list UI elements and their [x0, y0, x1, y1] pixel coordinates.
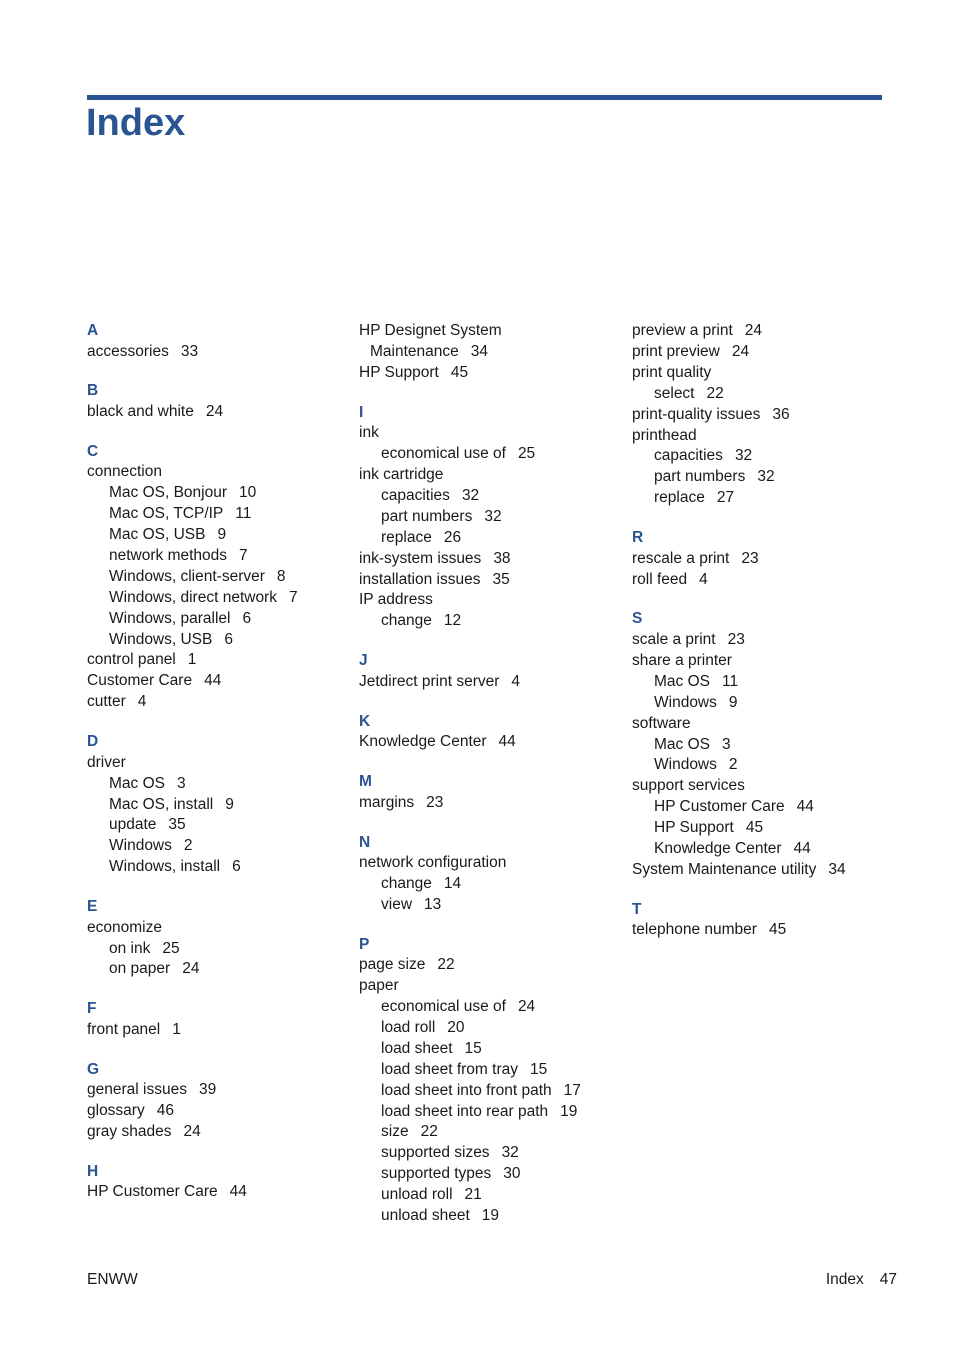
index-group [87, 321, 347, 362]
index-page-number: 46 [156, 1102, 174, 1120]
index-term: support services [632, 777, 745, 795]
index-entry [632, 735, 932, 756]
index-entry [359, 1206, 619, 1227]
index-entry [632, 467, 932, 488]
index-page-number: 3 [176, 774, 186, 792]
index-group [87, 999, 347, 1040]
index-term: change [381, 612, 432, 630]
index-entry [87, 774, 347, 795]
index-entry [632, 839, 932, 860]
index-term: economical use of [381, 445, 506, 463]
index-term: Mac OS [109, 774, 165, 792]
index-term: general issues [87, 1081, 187, 1099]
index-entry [632, 776, 932, 797]
index-entry [359, 853, 619, 874]
index-entry [87, 609, 347, 630]
index-entry [359, 1102, 619, 1123]
index-entry [87, 650, 347, 671]
index-group [87, 1162, 347, 1203]
index-entry [87, 588, 347, 609]
index-entry [632, 860, 932, 881]
index-group [87, 1060, 347, 1143]
index-page-number: 3 [721, 735, 731, 753]
index-page-number: 13 [424, 895, 442, 913]
index-entry [359, 997, 619, 1018]
index-entry [87, 918, 347, 939]
index-entry [87, 630, 347, 651]
index-group [87, 897, 347, 980]
index-term: scale a print [632, 630, 716, 648]
index-page-number: 1 [187, 651, 197, 669]
index-term: load sheet from tray [381, 1060, 518, 1078]
index-term: size [381, 1123, 409, 1141]
header-rule [87, 95, 882, 100]
index-entry [87, 815, 347, 836]
index-entry [359, 486, 619, 507]
index-term: black and white [87, 402, 194, 420]
index-entry [87, 483, 347, 504]
index-page-number: 24 [183, 1123, 201, 1141]
index-entry [87, 753, 347, 774]
index-term: replace [381, 528, 432, 546]
index-term: rescale a print [632, 549, 730, 567]
index-term: paper [359, 977, 399, 995]
index-page-number: 44 [796, 798, 814, 816]
index-page-number: 32 [757, 468, 775, 486]
index-entry [359, 1185, 619, 1206]
index-term: telephone number [632, 921, 757, 939]
index-page-number: 21 [464, 1186, 482, 1204]
index-page-number: 44 [229, 1183, 247, 1201]
index-page-number: 35 [168, 816, 186, 834]
index-page-number: 11 [235, 505, 252, 523]
index-page-number: 34 [470, 342, 489, 360]
index-term: Mac OS [654, 735, 710, 753]
index-term: part numbers [381, 507, 473, 525]
index-entry [359, 590, 619, 611]
index-term: network configuration [359, 854, 507, 871]
index-entry [632, 446, 932, 467]
index-term: connection [87, 463, 162, 481]
index-entry [87, 567, 347, 588]
index-letter-heading: A [87, 322, 99, 339]
index-page-number: 14 [443, 874, 462, 892]
index-term: Mac OS, Bonjour [109, 484, 228, 502]
index-column-2 [359, 321, 619, 1246]
index-page-number: 9 [217, 526, 227, 544]
index-entry [87, 692, 347, 713]
index-entry [87, 1182, 347, 1203]
index-entry [632, 818, 932, 839]
index-entry [632, 426, 932, 447]
index-page-number: 19 [481, 1207, 500, 1225]
index-letter-heading: R [632, 529, 644, 547]
index-term: Windows [654, 756, 717, 774]
index-term: Maintenance [370, 342, 459, 360]
index-entry [359, 363, 619, 384]
index-term: Jetdirect print server [359, 672, 500, 690]
index-page-number: 4 [511, 672, 521, 690]
index-term: control panel [87, 651, 176, 669]
index-letter-heading: B [87, 382, 99, 400]
index-term: Windows, USB [109, 630, 213, 648]
index-group [359, 712, 619, 753]
index-page-number: 4 [137, 693, 147, 711]
index-entry [87, 342, 347, 363]
index-group [359, 833, 619, 916]
index-page-number: 11 [721, 672, 739, 690]
index-page-number: 9 [728, 693, 738, 711]
index-page-number: 4 [699, 570, 708, 588]
index-term: Windows, direct network [109, 588, 277, 606]
index-term: Knowledge Center [359, 733, 487, 751]
index-page-number: 20 [447, 1018, 465, 1036]
index-page-number: 44 [498, 733, 516, 751]
index-term: economical use of [381, 998, 506, 1016]
index-term: HP Customer Care [87, 1183, 218, 1201]
index-entry [632, 570, 932, 591]
index-term: ink cartridge [359, 466, 444, 484]
index-term: preview a print [632, 322, 733, 339]
index-entry [359, 465, 619, 486]
index-term: roll feed [632, 570, 688, 588]
index-entry [87, 1080, 347, 1101]
index-letter-heading: K [359, 712, 371, 730]
index-page-number: 36 [772, 405, 790, 423]
index-page-number: 22 [420, 1123, 438, 1141]
index-page-number: 6 [224, 630, 233, 648]
index-page-number: 45 [745, 819, 764, 837]
index-entry [359, 895, 619, 916]
index-term: supported sizes [381, 1144, 490, 1162]
index-entry [87, 857, 347, 878]
index-page-number: 44 [793, 840, 811, 858]
index-entry [87, 402, 347, 423]
index-page-number: 33 [180, 342, 199, 360]
index-group [87, 381, 347, 422]
index-term: software [632, 714, 691, 732]
index-term: Windows [654, 693, 717, 711]
index-page-number: 10 [239, 484, 257, 502]
index-term: change [381, 874, 432, 892]
index-page-number: 26 [443, 528, 462, 546]
index-page-number: 25 [517, 445, 536, 463]
index-term: IP address [359, 591, 433, 609]
index-entry [359, 549, 619, 570]
index-page-number: 9 [225, 795, 234, 813]
index-group [632, 609, 932, 880]
index-entry [359, 874, 619, 895]
index-letter-heading: M [359, 773, 372, 791]
index-entry [632, 755, 932, 776]
index-page-number: 15 [529, 1060, 548, 1078]
index-term: unload roll [381, 1186, 453, 1204]
index-term: driver [87, 753, 126, 771]
index-term: economize [87, 918, 162, 936]
index-page-number: 30 [503, 1165, 521, 1183]
index-page-number: 22 [437, 956, 455, 974]
index-page-number: 12 [443, 612, 462, 630]
index-page-number: 17 [563, 1081, 581, 1099]
footer-section-name: Index [825, 1271, 864, 1288]
index-entry [359, 976, 619, 997]
index-entry [87, 836, 347, 857]
index-page-number: 15 [464, 1039, 482, 1057]
index-term: on ink [109, 939, 151, 957]
index-term: Mac OS, USB [109, 526, 206, 544]
index-entry [87, 939, 347, 960]
index-page-number: 32 [501, 1144, 519, 1162]
index-entry [359, 342, 619, 363]
index-group [359, 403, 619, 633]
index-entry [359, 507, 619, 528]
index-page-number: 38 [493, 549, 511, 567]
index-group [87, 732, 347, 878]
index-term: Windows, client-server [109, 567, 265, 585]
index-entry [359, 1081, 619, 1102]
index-group [359, 772, 619, 813]
footer-page-label [826, 1270, 897, 1290]
index-term: print quality [632, 363, 712, 381]
index-term: on paper [109, 960, 171, 978]
index-entry [87, 959, 347, 980]
index-letter-heading: F [87, 1000, 97, 1018]
page-title: Index [86, 102, 186, 144]
index-letter-heading: E [87, 898, 98, 916]
index-term: load sheet into front path [381, 1081, 552, 1099]
index-entry [87, 1122, 347, 1143]
index-page-number: 44 [204, 672, 222, 690]
index-entry [359, 793, 619, 814]
index-entry [632, 630, 932, 651]
index-page-number: 32 [461, 486, 480, 504]
index-entry [359, 423, 619, 444]
index-entry [632, 693, 932, 714]
index-page-number: 24 [517, 998, 536, 1016]
index-group [359, 321, 619, 384]
index-entry [359, 1039, 619, 1060]
index-entry [632, 651, 932, 672]
index-entry [632, 342, 932, 363]
index-term: HP Support [654, 819, 734, 837]
index-term: select [654, 384, 695, 402]
index-page-number: 32 [734, 447, 753, 465]
index-page-number: 24 [744, 322, 763, 339]
index-group [632, 321, 932, 509]
index-letter-heading: C [87, 442, 99, 460]
index-page-number: 45 [768, 921, 787, 939]
index-page-number: 24 [205, 402, 224, 420]
index-term: replace [654, 489, 705, 507]
index-entry [87, 795, 347, 816]
index-term: capacities [654, 447, 723, 465]
index-page-number: 27 [716, 489, 735, 507]
index-entry [359, 570, 619, 591]
index-term: Windows [109, 837, 172, 855]
index-entry [632, 714, 932, 735]
index-entry [632, 920, 932, 941]
index-term: printhead [632, 426, 697, 444]
index-page-number: 23 [727, 630, 745, 648]
index-term: Customer Care [87, 672, 193, 690]
index-entry [359, 528, 619, 549]
index-entry [87, 504, 347, 525]
index-letter-heading: H [87, 1162, 99, 1180]
index-group [359, 651, 619, 692]
index-term: share a printer [632, 651, 732, 669]
index-term: supported types [381, 1165, 492, 1183]
index-entry [87, 1020, 347, 1041]
index-page-number: 22 [706, 384, 724, 402]
index-term: Knowledge Center [654, 840, 782, 858]
index-column-1 [87, 321, 347, 1222]
index-entry [632, 549, 932, 570]
index-entry [87, 546, 347, 567]
index-page-number: 24 [731, 342, 750, 360]
index-page-number: 23 [426, 793, 444, 811]
index-term: ink [359, 424, 379, 442]
index-term: part numbers [654, 468, 746, 486]
index-entry [632, 321, 932, 342]
index-term: load sheet [381, 1039, 453, 1057]
index-term: HP Customer Care [654, 798, 785, 816]
index-group [632, 528, 932, 590]
index-page-number: 25 [162, 939, 180, 957]
index-page-number: 2 [728, 756, 738, 774]
index-entry [359, 444, 619, 465]
index-entry [87, 671, 347, 692]
index-page-number: 45 [450, 363, 469, 381]
index-page-number: 19 [560, 1102, 578, 1120]
index-entry [87, 1101, 347, 1122]
index-entry [359, 1060, 619, 1081]
index-letter-heading: D [87, 733, 99, 751]
index-term: Mac OS [654, 672, 710, 690]
index-page-number: 1 [172, 1020, 181, 1038]
index-page-number: 24 [182, 960, 200, 978]
index-term: update [109, 816, 157, 834]
index-page-number: 7 [288, 588, 298, 606]
index-term: cutter [87, 693, 126, 711]
index-letter-heading: G [87, 1060, 100, 1078]
index-term: load sheet into rear path [381, 1102, 549, 1120]
index-term: System Maintenance utility [632, 860, 817, 878]
index-term: load roll [381, 1018, 436, 1036]
index-term: glossary [87, 1102, 145, 1120]
index-term: gray shades [87, 1123, 172, 1141]
index-term: accessories [87, 342, 169, 360]
index-letter-heading: S [632, 610, 643, 628]
index-term: print preview [632, 342, 720, 360]
index-term: HP Designet System [359, 322, 502, 339]
index-page-number: 32 [484, 507, 502, 525]
index-page-number: 8 [276, 567, 286, 585]
index-page-number: 23 [741, 549, 759, 567]
index-term: page size [359, 956, 426, 974]
index-entry [632, 363, 932, 384]
index-letter-heading: N [359, 833, 371, 851]
index-entry [359, 1122, 619, 1143]
index-page-number: 6 [242, 609, 252, 627]
index-term: ink-system issues [359, 549, 482, 567]
index-term: Mac OS, TCP/IP [109, 505, 224, 523]
index-entry [359, 732, 619, 753]
index-page-number: 34 [828, 860, 846, 878]
index-term: capacities [381, 486, 450, 504]
index-page-number: 7 [239, 546, 248, 564]
index-letter-heading: T [632, 900, 642, 918]
index-entry [359, 1143, 619, 1164]
footer-publication-code: ENWW [87, 1271, 138, 1288]
index-page-number: 35 [492, 570, 510, 588]
index-term: unload sheet [381, 1207, 470, 1225]
index-entry [632, 384, 932, 405]
index-term: Mac OS, install [109, 795, 214, 813]
index-term: Windows, install [109, 858, 221, 876]
index-entry [359, 611, 619, 632]
index-term: Windows, parallel [109, 609, 231, 627]
index-entry [359, 321, 619, 342]
index-entry [632, 797, 932, 818]
index-group [87, 442, 347, 713]
index-entry [87, 525, 347, 546]
index-entry [632, 488, 932, 509]
index-entry [632, 672, 932, 693]
index-term: front panel [87, 1020, 161, 1038]
index-entry [359, 672, 619, 693]
index-term: print-quality issues [632, 405, 761, 423]
index-column-3 [632, 321, 932, 960]
index-group [359, 935, 619, 1227]
index-entry [359, 1018, 619, 1039]
footer-page-number: 47 [879, 1271, 897, 1288]
index-group [632, 900, 932, 941]
index-term: view [381, 895, 413, 913]
index-entry [359, 1164, 619, 1185]
index-letter-heading: I [359, 403, 364, 421]
index-entry [632, 405, 932, 426]
index-page-number: 39 [198, 1081, 217, 1099]
index-term: installation issues [359, 570, 481, 588]
index-letter-heading: P [359, 935, 370, 953]
index-entry [87, 462, 347, 483]
index-term: HP Support [359, 363, 439, 381]
index-page-number: 6 [232, 858, 241, 876]
index-page-number: 2 [183, 837, 193, 855]
index-entry [359, 955, 619, 976]
index-term: margins [359, 793, 415, 811]
index-letter-heading: J [359, 652, 368, 670]
index-term: network methods [109, 546, 228, 564]
